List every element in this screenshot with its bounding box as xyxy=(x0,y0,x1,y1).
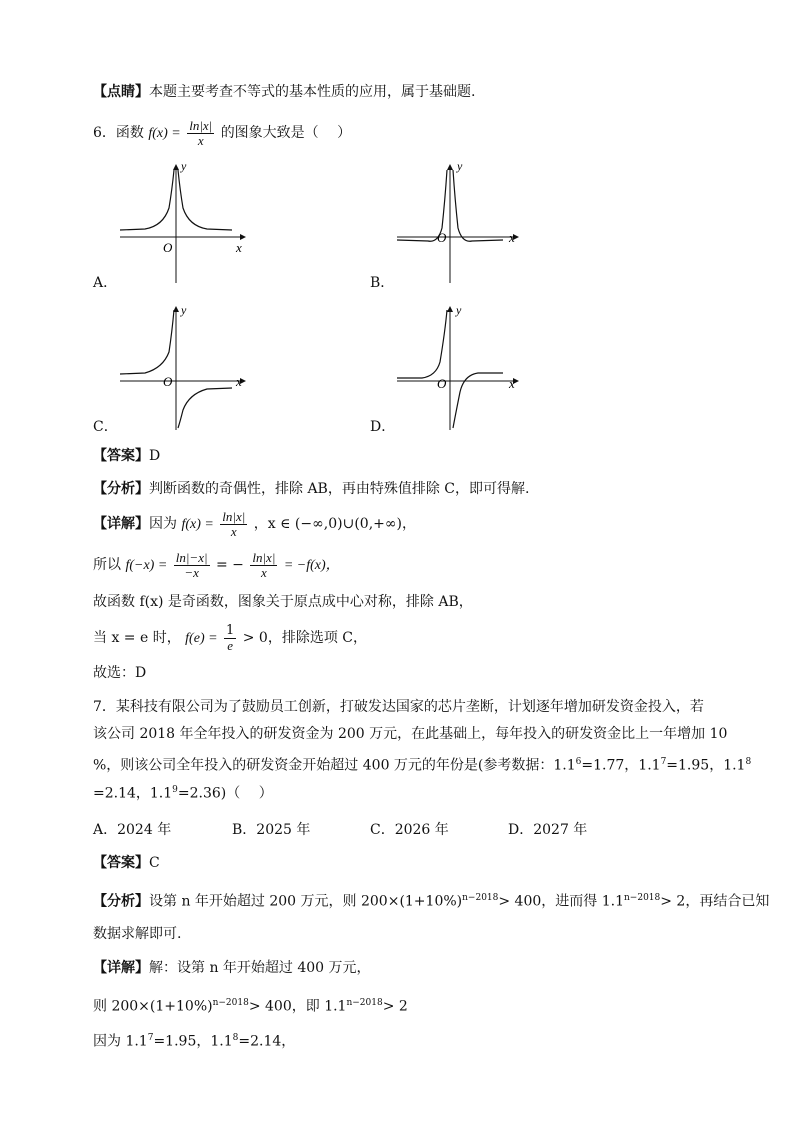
detail6-l1-pre: 因为 xyxy=(149,516,177,532)
graph-d-y-label: y xyxy=(456,303,462,317)
graph-b xyxy=(392,160,532,285)
answer6-tag: 【答案】 xyxy=(93,448,149,464)
detail6-l1-frac xyxy=(220,510,247,539)
detail6-l2-fx: f(−x) = xyxy=(125,558,168,573)
detail6-l1-den: x xyxy=(230,523,237,539)
graph-b-origin: O xyxy=(437,230,447,245)
detail6-l4-frac xyxy=(224,624,236,653)
detail6-l4-tail: > 0，排除选项 C， xyxy=(242,630,367,646)
detail6-l4-num: 1 xyxy=(226,622,235,638)
q7-l3-c: =1.95，1.1 xyxy=(666,757,746,774)
detail6-l2-frac2 xyxy=(250,551,277,580)
q7-l4-b: =2.36)（ ） xyxy=(177,785,273,802)
detail6-l2-tail: = −f(x)， xyxy=(283,558,340,573)
graph-d-origin: O xyxy=(437,376,447,391)
analysis7-line1 xyxy=(93,888,769,912)
detail6-l4-den: e xyxy=(227,637,234,653)
graph-c xyxy=(115,302,255,432)
q6-stem xyxy=(93,116,351,150)
q7-l3-a: %，则该公司全年投入的研发资金开始超过 400 万元的年份是(参考数据：1.1 xyxy=(93,757,576,774)
detail7-l3-a: 因为 1.1 xyxy=(93,1033,148,1050)
analysis7-l1-a: 设第 n 年开始超过 200 万元，则 200×(1+10%) xyxy=(149,893,463,910)
detail6-l1-fx: f(x) = xyxy=(181,517,214,532)
graph-a-origin: O xyxy=(163,240,173,255)
q6-fx: f(x) = xyxy=(148,126,181,141)
detail6-l2-den2: x xyxy=(261,564,267,580)
analysis7-l1-c: > 2，再结合已知 xyxy=(660,893,770,910)
detail7-l3-b: =1.95，1.1 xyxy=(153,1033,233,1050)
q7-option-c[interactable]: C．2026 年 xyxy=(370,822,449,838)
detail7-l3-e1: 7 xyxy=(147,1033,154,1043)
option-a-label[interactable]: A． xyxy=(93,275,118,291)
option-b-label[interactable]: B． xyxy=(370,275,395,291)
analysis7-l1-e2: n−2018 xyxy=(624,893,661,903)
q7-line4 xyxy=(93,780,273,804)
answer7-line xyxy=(93,853,160,873)
graph-d-curve-left xyxy=(397,310,447,378)
answer7-tag: 【答案】 xyxy=(93,855,149,871)
answer6-value: D xyxy=(149,448,161,464)
analysis7-tag: 【分析】 xyxy=(93,893,149,910)
graph-a-y-label: y xyxy=(181,160,187,173)
detail6-l2-num2: ln|x| xyxy=(252,549,276,565)
detail7-line1 xyxy=(93,958,371,978)
detail7-l3-c: =2.14， xyxy=(238,1033,296,1050)
review-tag: 【点睛】 xyxy=(93,84,149,100)
detail6-l2-num1: ln|−x| xyxy=(175,549,208,565)
q6-frac-den: x xyxy=(197,132,204,148)
analysis7-line2: 数据求解即可. xyxy=(93,926,182,942)
detail6-l2-pre: 所以 xyxy=(93,557,121,573)
detail7-l2-b: > 400，即 1.1 xyxy=(248,998,347,1015)
graph-d-x-label: x xyxy=(509,376,515,391)
analysis6-tag: 【分析】 xyxy=(93,481,149,497)
detail7-tag: 【详解】 xyxy=(93,960,149,976)
option-c-label[interactable]: C． xyxy=(93,419,118,435)
detail7-l2-e1: n−2018 xyxy=(212,998,249,1008)
q6-number: 6．函数 xyxy=(93,125,144,141)
graph-c-origin: O xyxy=(163,374,173,389)
q6-tail: 的图象大致是（ ） xyxy=(220,125,352,141)
graph-c-y-label: y xyxy=(181,303,187,317)
detail7-l2-e2: n−2018 xyxy=(346,998,383,1008)
q7-line3 xyxy=(93,752,751,776)
option-d-label[interactable]: D． xyxy=(370,419,396,435)
detail6-line5: 故选：D xyxy=(93,665,147,681)
q7-option-d[interactable]: D．2027 年 xyxy=(508,822,588,838)
analysis6-line xyxy=(93,479,529,499)
graph-b-curve-right xyxy=(453,170,503,241)
detail7-l3-e2: 8 xyxy=(232,1033,239,1043)
detail6-tag: 【详解】 xyxy=(93,516,149,532)
q7-option-b[interactable]: B．2025 年 xyxy=(232,822,311,838)
q6-fraction xyxy=(187,119,214,148)
graph-c-curve-right xyxy=(178,388,232,428)
q7-l4-a: =2.14，1.1 xyxy=(93,785,173,802)
detail7-l2-a: 则 200×(1+10%) xyxy=(93,998,213,1015)
q7-l3-e2: 7 xyxy=(660,757,667,767)
review-line xyxy=(93,82,475,102)
q7-l4-e: 9 xyxy=(172,785,178,795)
graph-a xyxy=(115,160,255,285)
q7-l3-e1: 6 xyxy=(575,757,582,767)
q6-frac-num: ln|x| xyxy=(189,117,213,133)
detail6-l4-fx: f(e) = xyxy=(185,631,218,646)
detail6-l1-num: ln|x| xyxy=(222,508,246,524)
q7-line2: 该公司 2018 年全年投入的研发资金为 200 万元，在此基础上，每年投入的研发资金比上一年增加 10 xyxy=(93,726,728,742)
q7-option-a[interactable]: A．2024 年 xyxy=(93,822,172,838)
graph-a-x-label: x xyxy=(236,240,242,255)
detail7-line3 xyxy=(93,1028,295,1052)
detail7-line2 xyxy=(93,993,408,1017)
detail6-l2-den1: −x xyxy=(184,564,199,580)
analysis7-l1-e1: n−2018 xyxy=(462,893,499,903)
answer7-value: C xyxy=(149,855,160,871)
q7-line1: 7．某科技有限公司为了鼓励员工创新，打破发达国家的芯片垄断，计划逐年增加研发资金投入，若 xyxy=(93,699,704,715)
detail6-l4-pre: 当 x = e 时， xyxy=(93,630,181,646)
detail6-line4 xyxy=(93,620,367,656)
detail6-l2-eq: = − xyxy=(216,557,244,573)
q7-l3-b: =1.77，1.1 xyxy=(581,757,661,774)
graph-d xyxy=(392,302,532,432)
detail6-line3: 故函数 f(x) 是奇函数，图象关于原点成中心对称，排除 AB， xyxy=(93,594,473,610)
detail6-line2 xyxy=(93,547,340,583)
graph-a-curve-left xyxy=(120,170,174,230)
graph-c-curve-left xyxy=(120,310,174,374)
detail7-l1: 解：设第 n 年开始超过 400 万元， xyxy=(149,960,371,976)
detail6-l1-domain: ，x ∈ (−∞,0)∪(0,+∞)， xyxy=(253,516,417,532)
answer6-line xyxy=(93,446,160,466)
review-text: 本题主要考查不等式的基本性质的应用，属于基础题. xyxy=(149,84,476,100)
graph-b-y-label: y xyxy=(457,160,463,173)
graph-b-x-label: x xyxy=(509,230,515,245)
analysis6-text: 判断函数的奇偶性，排除 AB，再由特殊值排除 C，即可得解. xyxy=(149,481,530,497)
graph-a-curve-right xyxy=(178,170,232,230)
graph-c-x-label: x xyxy=(236,374,242,389)
detail6-l2-frac1 xyxy=(174,551,210,580)
detail6-line1 xyxy=(93,506,416,542)
detail7-l2-c: > 2 xyxy=(382,998,408,1015)
analysis7-l1-b: > 400，进而得 1.1 xyxy=(498,893,624,910)
q7-l3-e3: 8 xyxy=(745,757,752,767)
